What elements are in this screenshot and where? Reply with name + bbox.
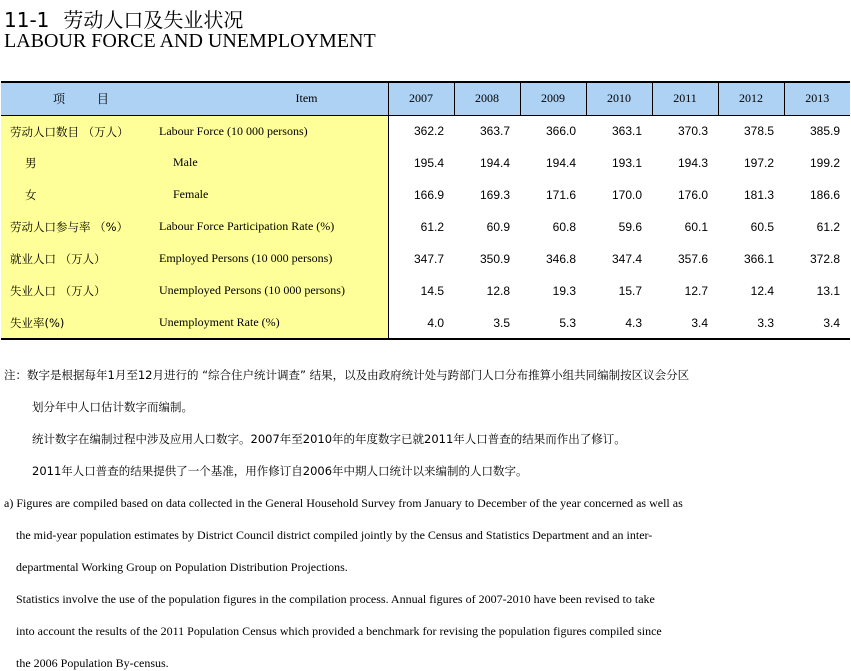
value-cell: 60.5 bbox=[750, 220, 774, 234]
value-cell: 363.1 bbox=[611, 124, 642, 139]
header-year: 2007 bbox=[388, 82, 454, 115]
page-title-cn bbox=[4, 4, 243, 33]
table-row bbox=[1, 307, 850, 339]
header-year: 2008 bbox=[454, 82, 520, 115]
value-cell: 176.0 bbox=[677, 188, 708, 202]
value-cell: 171.6 bbox=[545, 188, 576, 202]
value-cell: 60.8 bbox=[552, 220, 576, 234]
value-cell: 59.6 bbox=[618, 220, 642, 234]
row-label-en: Unemployment Rate (%) bbox=[159, 315, 280, 329]
value-cell: 372.8 bbox=[809, 252, 840, 266]
row-item-cell bbox=[1, 211, 388, 243]
header-item-cn: 项 目 bbox=[53, 92, 123, 107]
value-cell: 61.2 bbox=[420, 220, 444, 234]
row-label-cn: 就业人口 （万人） bbox=[10, 252, 106, 266]
value-cell: 347.7 bbox=[413, 252, 444, 266]
row-label-en: Labour Force Participation Rate (%) bbox=[159, 219, 335, 233]
value-cell: 4.0 bbox=[388, 307, 454, 339]
row-item-cell bbox=[1, 115, 388, 147]
page-title-en: LABOUR FORCE AND UNEMPLOYMENT bbox=[4, 30, 376, 52]
value-cell: 3.3 bbox=[718, 307, 784, 339]
value-cell: 3.5 bbox=[454, 307, 520, 339]
row-item-cell bbox=[1, 147, 388, 179]
table-header-row bbox=[1, 82, 850, 115]
title-cn-text: 劳动人口及失业状况 bbox=[63, 8, 244, 32]
value-cell: 366.0 bbox=[545, 124, 576, 139]
value-cell: 12.7 bbox=[684, 284, 708, 298]
note-en-line: the mid-year population estimates by District Council district compiled jointly by the Census and Statistics Department and an inter- bbox=[16, 528, 653, 542]
row-item-cell bbox=[1, 307, 388, 339]
table-row bbox=[1, 211, 850, 243]
table-row bbox=[1, 179, 850, 211]
row-label-cn: 劳动人口参与率 （%） bbox=[10, 220, 129, 234]
table-row bbox=[1, 147, 850, 179]
header-year: 2011 bbox=[652, 82, 718, 115]
value-cell: 4.3 bbox=[586, 307, 652, 339]
table-row bbox=[1, 275, 850, 307]
value-cell: 60.1 bbox=[684, 220, 708, 234]
value-cell: 12.8 bbox=[486, 284, 510, 298]
row-label-en: Labour Force (10 000 persons) bbox=[159, 123, 308, 138]
row-item-cell bbox=[1, 179, 388, 211]
value-cell: 181.3 bbox=[743, 188, 774, 202]
note-cn-line: 2011年人口普查的结果提供了一个基准，用作修订自2006年中期人口统计以来编制的人口数字。 bbox=[32, 464, 528, 478]
row-label-cn: 失业人口 （万人） bbox=[10, 284, 106, 298]
value-cell: 378.5 bbox=[743, 124, 774, 139]
value-cell: 61.2 bbox=[816, 220, 840, 234]
note-cn-line: 注：数字是根据每年1月至12月进行的 “综合住户统计调查” 结果，以及由政府统计处与跨部门人口分布推算小组共同编制按区议会分区 bbox=[4, 368, 690, 382]
header-year: 2012 bbox=[718, 82, 784, 115]
value-cell: 12.4 bbox=[750, 284, 774, 298]
value-cell: 195.4 bbox=[413, 156, 444, 170]
note-cn-line: 统计数字在编制过程中涉及应用人口数字。2007年至2010年的年度数字已就2011年人口普查的结果而作出了修订。 bbox=[32, 432, 626, 446]
value-cell: 169.3 bbox=[479, 188, 510, 202]
row-label-en: Male bbox=[173, 155, 198, 169]
row-item-cell bbox=[1, 275, 388, 307]
value-cell: 366.1 bbox=[743, 252, 774, 266]
note-cn-line: 划分年中人口估计数字而编制。 bbox=[32, 400, 193, 414]
row-label-cn: 女 bbox=[25, 188, 37, 202]
note-en-line: the 2006 Population By-census. bbox=[16, 656, 169, 670]
value-cell: 13.1 bbox=[816, 284, 840, 298]
header-year: 2009 bbox=[520, 82, 586, 115]
value-cell: 194.3 bbox=[677, 156, 708, 170]
value-cell: 194.4 bbox=[479, 156, 510, 170]
row-label-en: Female bbox=[173, 187, 209, 201]
value-cell: 346.8 bbox=[545, 252, 576, 266]
value-cell: 5.3 bbox=[520, 307, 586, 339]
value-cell: 193.1 bbox=[611, 156, 642, 170]
value-cell: 170.0 bbox=[611, 188, 642, 202]
header-item-en: Item bbox=[295, 91, 318, 106]
row-label-cn: 男 bbox=[25, 156, 37, 170]
value-cell: 3.4 bbox=[652, 307, 718, 339]
value-cell: 370.3 bbox=[677, 124, 708, 139]
table-row bbox=[1, 243, 850, 275]
row-label-cn: 失业率(%) bbox=[10, 316, 65, 330]
value-cell: 60.9 bbox=[486, 220, 510, 234]
row-label-en: Employed Persons (10 000 persons) bbox=[159, 251, 333, 265]
value-cell: 166.9 bbox=[413, 188, 444, 202]
note-en-line: Statistics involve the use of the population figures in the compilation process. Annual figures of 2007-2010 have been revised to take bbox=[16, 592, 655, 606]
value-cell: 3.4 bbox=[784, 307, 850, 339]
value-cell: 350.9 bbox=[479, 252, 510, 266]
value-cell: 14.5 bbox=[420, 284, 444, 298]
value-cell: 357.6 bbox=[677, 252, 708, 266]
labour-force-table bbox=[1, 81, 850, 340]
value-cell: 19.3 bbox=[552, 284, 576, 298]
row-label-cn: 劳动人口数目 （万人） bbox=[10, 124, 129, 139]
row-label-en: Unemployed Persons (10 000 persons) bbox=[159, 283, 345, 297]
value-cell: 362.2 bbox=[413, 124, 444, 139]
table-row bbox=[1, 115, 850, 147]
value-cell: 199.2 bbox=[809, 156, 840, 170]
value-cell: 363.7 bbox=[479, 124, 510, 139]
value-cell: 186.6 bbox=[809, 188, 840, 202]
value-cell: 15.7 bbox=[618, 284, 642, 298]
note-en-line: departmental Working Group on Population Distribution Projections. bbox=[16, 560, 348, 574]
value-cell: 347.4 bbox=[611, 252, 642, 266]
header-item bbox=[1, 82, 388, 115]
note-en-line: a) Figures are compiled based on data collected in the General Household Survey from January to December of the year concerned as well as bbox=[4, 496, 683, 510]
header-year: 2010 bbox=[586, 82, 652, 115]
header-year: 2013 bbox=[784, 82, 850, 115]
table-number: 11-1 bbox=[4, 8, 50, 32]
value-cell: 197.2 bbox=[743, 156, 774, 170]
value-cell: 194.4 bbox=[545, 156, 576, 170]
note-en-line: into account the results of the 2011 Population Census which provided a benchmark for revising the population figures compiled since bbox=[16, 624, 662, 638]
row-item-cell bbox=[1, 243, 388, 275]
value-cell: 385.9 bbox=[809, 124, 840, 139]
